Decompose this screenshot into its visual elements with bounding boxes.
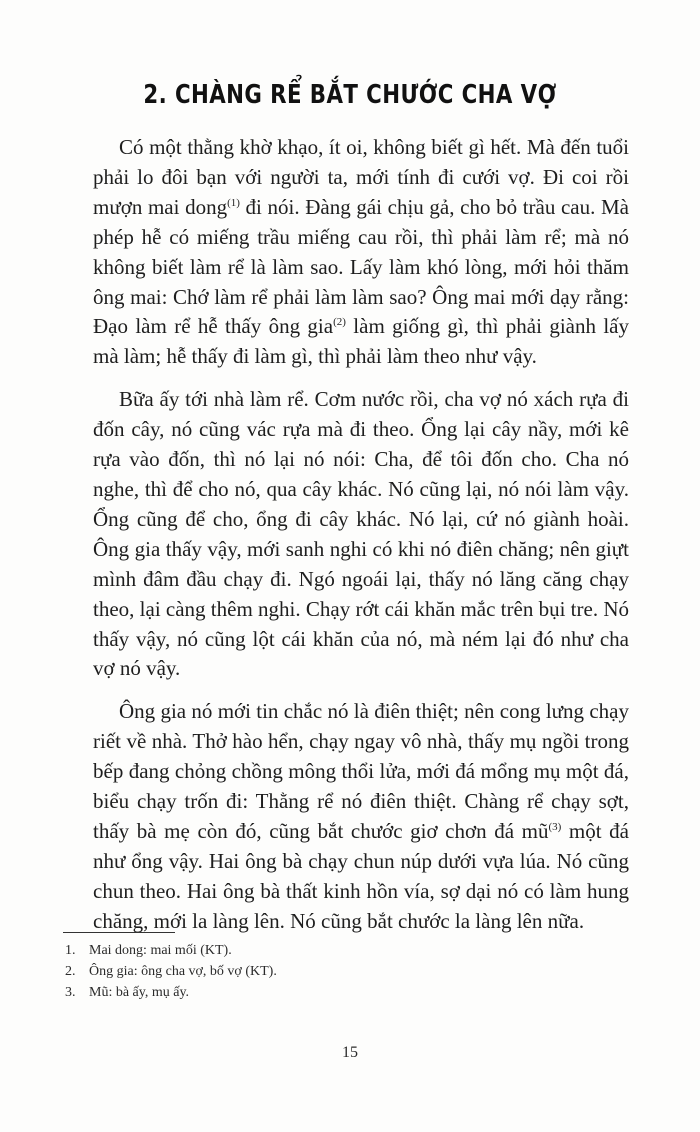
paragraph-text: làm giống gì, thì phải giành lấy mà làm; hễ thấy đi làm gì, thì phải làm theo như vậy. [93, 314, 629, 369]
footnote-text: Mũ: bà ấy, mụ ấy. [89, 985, 190, 1000]
paragraph-text: một đá như ổng vậy. Hai ông bà chạy chun núp dưới vựa lúa. Nó cũng chun theo. Hai ông bà thất kinh hồn vía, sợ dại nó có làm hung chăng, mới la làng lên. Nó cũng bắt chước la làng lên nữa. [93, 818, 629, 933]
footnote-divider [63, 932, 175, 933]
footnote-number: 1. [65, 943, 76, 958]
footnote-item [65, 961, 625, 982]
story-paragraph [93, 385, 629, 684]
paragraph-text: Có một thằng khờ khạo, ít oi, không biết gì hết. Mà đến tuổi phải lo đôi bạn với người ta, mới tính đi cưới vợ. Đi coi rồi mượn mai dong [93, 135, 629, 219]
paragraph-text: đi nói. Đàng gái chịu gả, cho bỏ trầu cau. Mà phép hễ có miếng trầu miếng cau rồi, thì phải làm rể; mà nó không biết làm rể là làm sao. Lấy làm khó lòng, mới hỏi thăm ông mai: Chớ làm rể phải làm làm sao? Ông mai mới dạy rằng: Đạo làm rể hễ thấy ông gia [93, 194, 630, 339]
footnote-number: 2. [65, 964, 76, 979]
story-paragraph [93, 697, 629, 936]
chapter-title: 2. CHÀNG RỂ BẮT CHƯỚC CHA VỢ [143, 80, 557, 110]
footnote-number: 3. [65, 985, 76, 1000]
footnote-reference: (3) [548, 820, 562, 833]
paragraph-text: Ông gia nó mới tin chắc nó là điên thiệt; nên cong lưng chạy riết về nhà. Thở hào hển, chạy ngay vô nhà, thấy mụ ngồi trong bếp đang chỏng chồng mông thổi lửa, mới đá mổng mụ một đá, biểu chạy trốn đi: Thằng rể nó điên thiệt. Chàng rể chạy sợt, thấy bà mẹ còn đó, cũng bắt chước giơ chơn đá mũ [93, 699, 629, 843]
paragraph-text: Bữa ấy tới nhà làm rể. Cơm nước rồi, cha vợ nó xách rựa đi đốn cây, nó cũng vác rựa mà đi theo. Ổng lại cây nầy, mới kê rựa vào đốn, thì nó lại nó nói: Cha, để tôi đốn cho. Cha nó nghe, thì để cho nó, qua cây khác. Nó cũng lại, nó nói làm vậy. Ổng cũng để cho, ổng đi cây khác. Nó lại, cứ nó giành hoài. Ông gia thấy vậy, mới sanh nghi có khi nó điên chăng; nên giựt mình đâm đầu chạy đi. Ngó ngoái lại, thấy nó lăng căng chạy theo, lại càng thêm nghi. Chạy rớt cái khăn mắc trên bụi tre. Nó thấy vậy, nó cũng lột cái khăn của nó, mà ném lại đó như cha vợ nó vậy. [93, 387, 629, 681]
story-body [93, 133, 629, 937]
footnote-text: Mai dong: mai mối (KT). [89, 943, 232, 958]
page-number: 15 [342, 1044, 358, 1061]
footnote-item [65, 940, 625, 961]
footnote-reference: (2) [333, 316, 346, 329]
footnote-item [65, 982, 625, 1003]
footnotes [65, 940, 625, 1003]
footnote-reference: (1) [227, 196, 240, 209]
story-paragraph [93, 133, 629, 372]
footnote-text: Ông gia: ông cha vợ, bố vợ (KT). [89, 964, 277, 979]
